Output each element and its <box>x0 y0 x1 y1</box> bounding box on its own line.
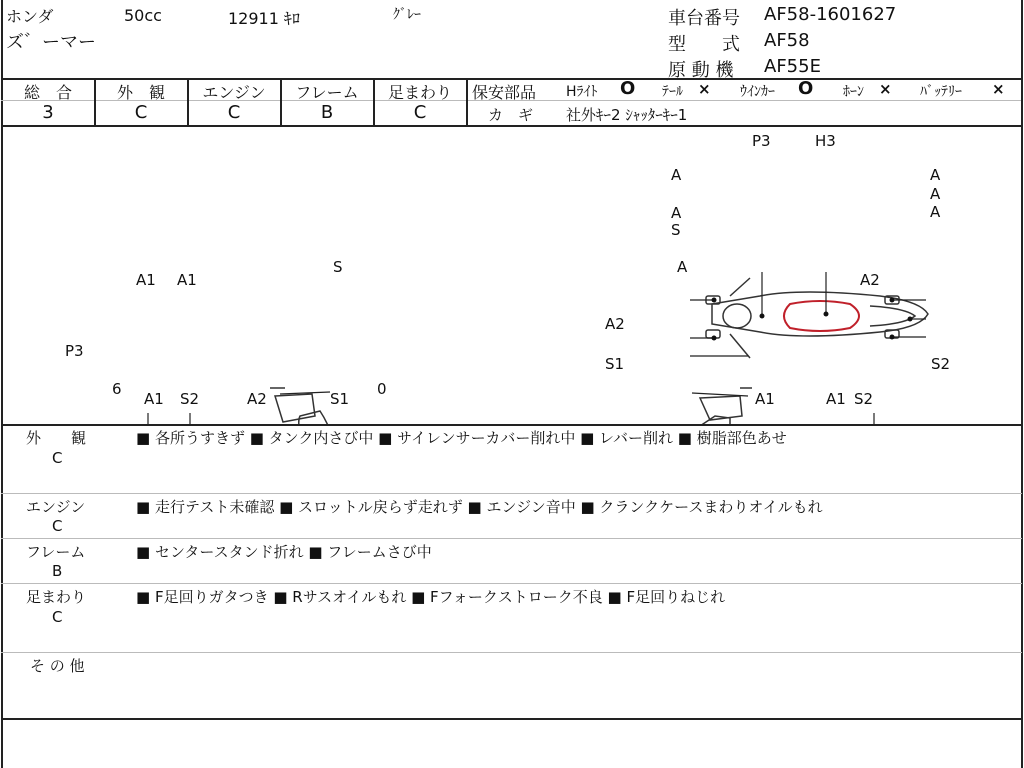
grade-suspension: C <box>413 102 427 123</box>
battery-mark: × <box>992 80 1005 98</box>
diagram-label: A <box>677 258 688 276</box>
type-label: 型 式 <box>668 34 740 55</box>
scooter-right-view <box>644 388 916 424</box>
diagram-label: 6 <box>112 380 122 398</box>
engine-model-label: 原 動 機 <box>668 60 734 81</box>
headlight-mark: O <box>620 78 636 99</box>
frame-no-label: 車台番号 <box>668 8 740 29</box>
diagram-label: A1 <box>755 390 775 408</box>
tail-label: ﾃｰﾙ <box>662 84 683 100</box>
headlight-label: Hﾗｲﾄ <box>566 84 598 100</box>
grade-engine: C <box>227 102 241 123</box>
maker: ホンダ <box>6 7 54 26</box>
damage-diagram <box>0 126 1024 424</box>
frame-label: フレーム <box>26 543 86 561</box>
diagram-label: S1 <box>605 355 625 373</box>
diagram-label: A1 <box>826 390 846 408</box>
engine-grade: C <box>52 517 63 535</box>
diagram-label: A <box>671 166 682 184</box>
other-label: そ の 他 <box>30 657 85 675</box>
exterior-notes: ■ 各所うすきず ■ タンク内さび中 ■ サイレンサーカバー削れ中 ■ レバー削れ ■ 樹脂部色あせ <box>136 429 787 447</box>
diagram-label: S <box>333 258 343 276</box>
diagram-label: S2 <box>180 390 200 408</box>
engine-label: エンジン <box>26 498 86 516</box>
type-value: AF58 <box>764 30 810 51</box>
exterior-label: 外 観 <box>26 429 87 447</box>
grade-exterior: C <box>134 102 148 123</box>
diagram-label: A2 <box>605 315 625 333</box>
grade-frame: B <box>320 102 334 123</box>
scooter-top-view <box>706 278 928 358</box>
tail-mark: × <box>698 80 711 98</box>
horn-label: ﾎｰﾝ <box>843 84 864 100</box>
color: ｸﾞﾚｰ <box>393 7 421 23</box>
frame-no: AF58-1601627 <box>764 4 897 25</box>
diagram-label: 0 <box>377 380 387 398</box>
diagram-label: A <box>930 166 941 184</box>
exterior-grade: C <box>52 449 63 467</box>
key-value: 社外ｷｰ2 ｼｬｯﾀｰｷｰ1 <box>566 106 688 124</box>
displacement: 50cc <box>124 6 162 25</box>
key-label: カ ギ <box>488 106 534 124</box>
diagram-label: S1 <box>330 390 350 408</box>
grade-total: 3 <box>42 102 54 123</box>
engine-model: AF55E <box>764 56 821 77</box>
grade-exterior-label: 外 観 <box>116 83 165 102</box>
grade-frame-label: フレーム <box>295 83 359 102</box>
grade-total-label: 総 合 <box>23 83 72 102</box>
suspension-notes: ■ F足回りガタつき ■ Rサスオイルもれ ■ Fフォークストローク不良 ■ F足回りねじれ <box>136 588 726 606</box>
diagram-label: A <box>671 204 682 222</box>
diagram-label: A <box>930 203 941 221</box>
horn-mark: × <box>879 80 892 98</box>
grade-suspension-label: 足まわり <box>387 83 452 102</box>
diagram-label: P3 <box>65 342 84 360</box>
diagram-label: S2 <box>854 390 874 408</box>
diagram-label: H3 <box>815 132 836 150</box>
safety-label: 保安部品 <box>472 83 537 102</box>
diagram-label: P3 <box>752 132 771 150</box>
frame-grade: B <box>52 562 63 580</box>
diagram-label: A2 <box>247 390 267 408</box>
frame-notes: ■ センタースタンド折れ ■ フレームさび中 <box>136 543 432 561</box>
diagram-label: A2 <box>860 271 880 289</box>
suspension-label: 足まわり <box>26 588 87 606</box>
diagram-label: S2 <box>931 355 951 373</box>
suspension-grade: C <box>52 608 63 626</box>
engine-notes: ■ 走行テスト未確認 ■ スロットル戻らず走れず ■ エンジン音中 ■ クランクケースまわりオイルもれ <box>136 498 823 516</box>
diagram-label: A1 <box>144 390 164 408</box>
winker-mark: O <box>798 78 814 99</box>
diagram-label: A1 <box>177 271 197 289</box>
diagram-label: A <box>930 185 941 203</box>
mileage: 12911 ｷﾛ <box>228 9 300 28</box>
diagram-label: A1 <box>136 271 156 289</box>
winker-label: ｳｲﾝｶｰ <box>740 84 775 100</box>
battery-label: ﾊﾞｯﾃﾘｰ <box>920 84 962 100</box>
model-name: ズ゛ーマー <box>6 32 96 53</box>
diagram-label: S <box>671 221 681 239</box>
grade-engine-label: エンジン <box>202 83 266 102</box>
